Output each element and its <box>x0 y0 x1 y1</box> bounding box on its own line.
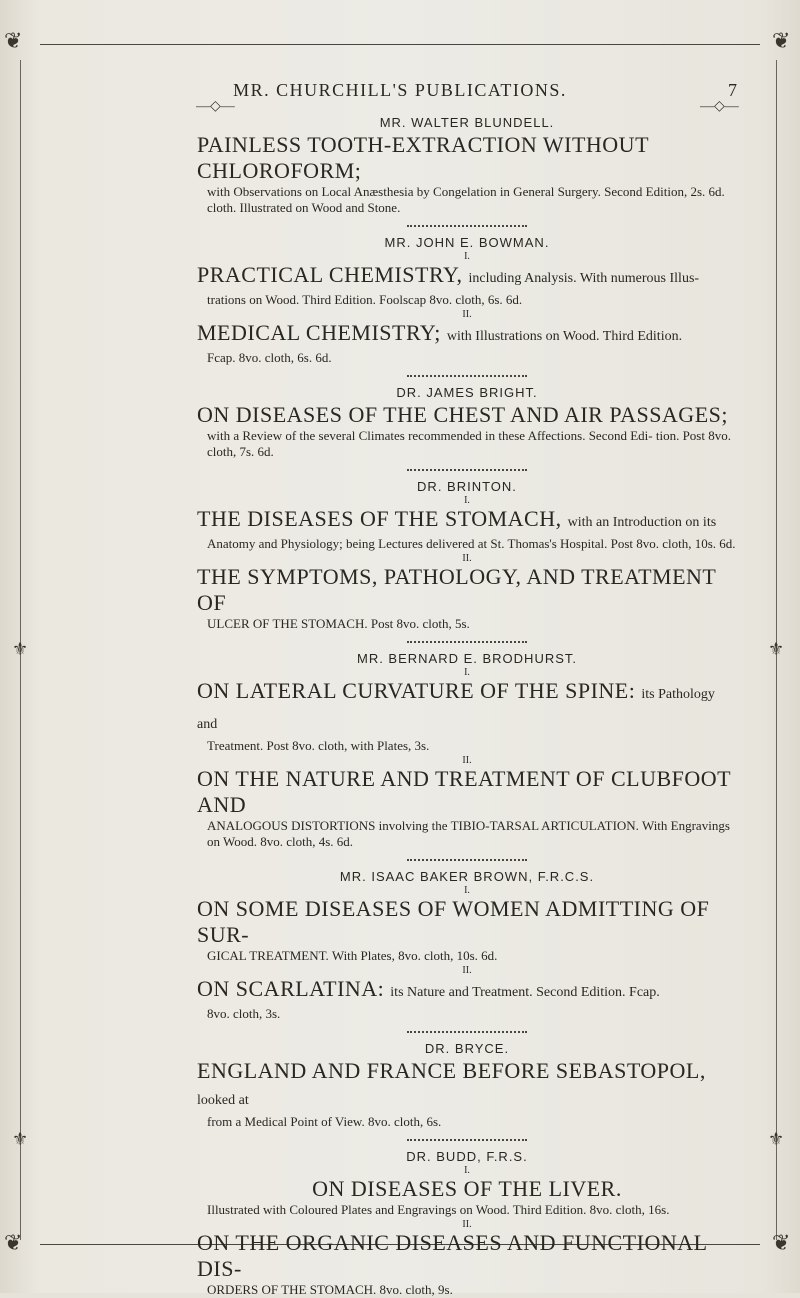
work-title-main: ON THE ORGANIC DISEASES AND FUNCTIONAL DIS- <box>197 1230 707 1281</box>
work-number: II. <box>462 309 472 320</box>
work-number: I. <box>464 251 470 262</box>
author-section <box>197 235 737 377</box>
author-heading: DR. BRINTON. <box>417 479 517 494</box>
corner-ornament-top-right: ❦ <box>772 28 791 53</box>
work-title <box>197 402 737 428</box>
work-description: Treatment. Post 8vo. cloth, with Plates, 3s. <box>207 738 430 753</box>
work-description: from a Medical Point of View. 8vo. cloth, 6s. <box>207 1114 442 1129</box>
work-title <box>197 1058 737 1114</box>
author-section <box>197 1149 737 1298</box>
work-title-main: ENGLAND AND FRANCE BEFORE SEBASTOPOL, <box>197 1058 706 1083</box>
side-ornament-right: ⚜ <box>768 639 785 659</box>
author-heading: DR. BRYCE. <box>424 1041 510 1056</box>
work-number: I. <box>464 885 470 896</box>
work-title-main: ON SOME DISEASES OF WOMEN ADMITTING OF SUR- <box>197 896 710 947</box>
work-description: with a Review of the several Climates recommended in these Affections. Second Edi- tion. Post 8vo. cloth, 7s. 6d. <box>207 428 731 459</box>
author-heading: DR. BUDD, F.R.S. <box>406 1149 528 1164</box>
work-description: trations on Wood. Third Edition. Foolscap 8vo. cloth, 6s. 6d. <box>207 292 523 307</box>
work-title-main: ON THE NATURE AND TREATMENT OF CLUBFOOT AND <box>197 766 731 817</box>
work-title-main: PAINLESS TOOTH-EXTRACTION WITHOUT CHLOROFORM; <box>197 132 649 183</box>
work-description: with Observations on Local Anæsthesia by Congelation in General Surgery. Second Edition, 2s. 6d. cloth. Illustrated on Wood and Stone. <box>207 184 725 215</box>
work-title-main: THE DISEASES OF THE STOMACH, <box>197 506 562 531</box>
work-title <box>197 262 737 292</box>
work-title <box>197 1176 737 1202</box>
work-title-continuation: with an Introduction on its <box>567 515 717 530</box>
work-title-main: THE SYMPTOMS, PATHOLOGY, AND TREATMENT OF <box>197 564 716 615</box>
section-divider <box>407 856 527 861</box>
section-divider <box>407 638 527 643</box>
work-title-continuation: with Illustrations on Wood. Third Edition. <box>446 329 683 344</box>
author-section <box>197 385 737 471</box>
author-heading: MR. JOHN E. BOWMAN. <box>384 235 550 250</box>
work-title <box>197 678 737 738</box>
work-title-main: MEDICAL CHEMISTRY; <box>197 320 441 345</box>
work-title <box>197 896 737 948</box>
author-section <box>197 1041 737 1141</box>
work-number: II. <box>462 965 472 976</box>
corner-ornament-bottom-right: ❦ <box>772 1230 791 1255</box>
header-dash-right: —◇— <box>700 99 739 114</box>
section-divider <box>407 222 527 227</box>
work-title-main: ON DISEASES OF THE LIVER. <box>312 1176 622 1201</box>
work-title <box>197 976 737 1006</box>
corner-ornament-top-left: ❦ <box>4 28 23 53</box>
side-ornament-left: ⚜ <box>12 639 29 659</box>
work-title-main: ON SCARLATINA: <box>197 976 385 1001</box>
top-border-rule <box>40 44 760 45</box>
section-divider <box>407 466 527 471</box>
side-ornament-right-lower: ⚜ <box>768 1129 785 1149</box>
work-description: ANALOGOUS DISTORTIONS involving the TIBIO-TARSAL ARTICULATION. With Engravings on Wood. 8vo. cloth, 4s. 6d. <box>207 818 730 849</box>
author-section <box>197 115 737 227</box>
work-number: I. <box>464 667 470 678</box>
section-divider <box>407 372 527 377</box>
work-description: ORDERS OF THE STOMACH. 8vo. cloth, 9s. <box>207 1282 453 1297</box>
work-number: II. <box>462 755 472 766</box>
work-title <box>197 320 737 350</box>
author-heading: MR. ISAAC BAKER BROWN, F.R.C.S. <box>339 869 595 884</box>
work-title-main: ON LATERAL CURVATURE OF THE SPINE: <box>197 678 636 703</box>
work-title-main: PRACTICAL CHEMISTRY, <box>197 262 463 287</box>
work-title-continuation: including Analysis. With numerous Illus- <box>468 271 700 286</box>
work-title-continuation: its Pathology and <box>197 687 715 732</box>
work-title <box>197 1230 737 1282</box>
author-heading: MR. BERNARD E. BRODHURST. <box>356 651 578 666</box>
work-title <box>197 506 737 536</box>
header-dash-left: —◇— <box>196 99 235 114</box>
author-heading: DR. JAMES BRIGHT. <box>396 385 538 400</box>
work-description: GICAL TREATMENT. With Plates, 8vo. cloth, 10s. 6d. <box>207 948 498 963</box>
author-section <box>197 869 737 1033</box>
work-number: I. <box>464 495 470 506</box>
section-divider <box>407 1028 527 1033</box>
author-heading: MR. WALTER BLUNDELL. <box>379 115 555 130</box>
section-divider <box>407 1136 527 1141</box>
work-title-main: ON DISEASES OF THE CHEST AND AIR PASSAGES; <box>197 402 728 427</box>
work-number: I. <box>464 1165 470 1176</box>
work-description: Anatomy and Physiology; being Lectures delivered at St. Thomas's Hospital. Post 8vo. cloth, 10s. 6d. <box>207 536 736 551</box>
work-title-continuation: looked at <box>197 1093 249 1108</box>
work-description: ULCER OF THE STOMACH. Post 8vo. cloth, 5s. <box>207 616 470 631</box>
work-number: II. <box>462 553 472 564</box>
corner-ornament-bottom-left: ❦ <box>4 1230 23 1255</box>
running-header: MR. CHURCHILL'S PUBLICATIONS. <box>233 80 567 100</box>
work-number: II. <box>462 1219 472 1230</box>
work-title-continuation: its Nature and Treatment. Second Edition. Fcap. <box>390 985 660 1000</box>
page-number: 7 <box>728 80 737 100</box>
work-description: 8vo. cloth, 3s. <box>207 1006 281 1021</box>
side-ornament-left-lower: ⚜ <box>12 1129 29 1149</box>
work-description: Illustrated with Coloured Plates and Engravings on Wood. Third Edition. 8vo. cloth, 16s. <box>207 1202 670 1217</box>
author-section <box>197 651 737 861</box>
work-title <box>197 564 737 616</box>
work-description: Fcap. 8vo. cloth, 6s. 6d. <box>207 350 332 365</box>
author-section <box>197 479 737 643</box>
work-title <box>197 766 737 818</box>
publication-list <box>197 111 737 1298</box>
work-title <box>197 132 737 184</box>
